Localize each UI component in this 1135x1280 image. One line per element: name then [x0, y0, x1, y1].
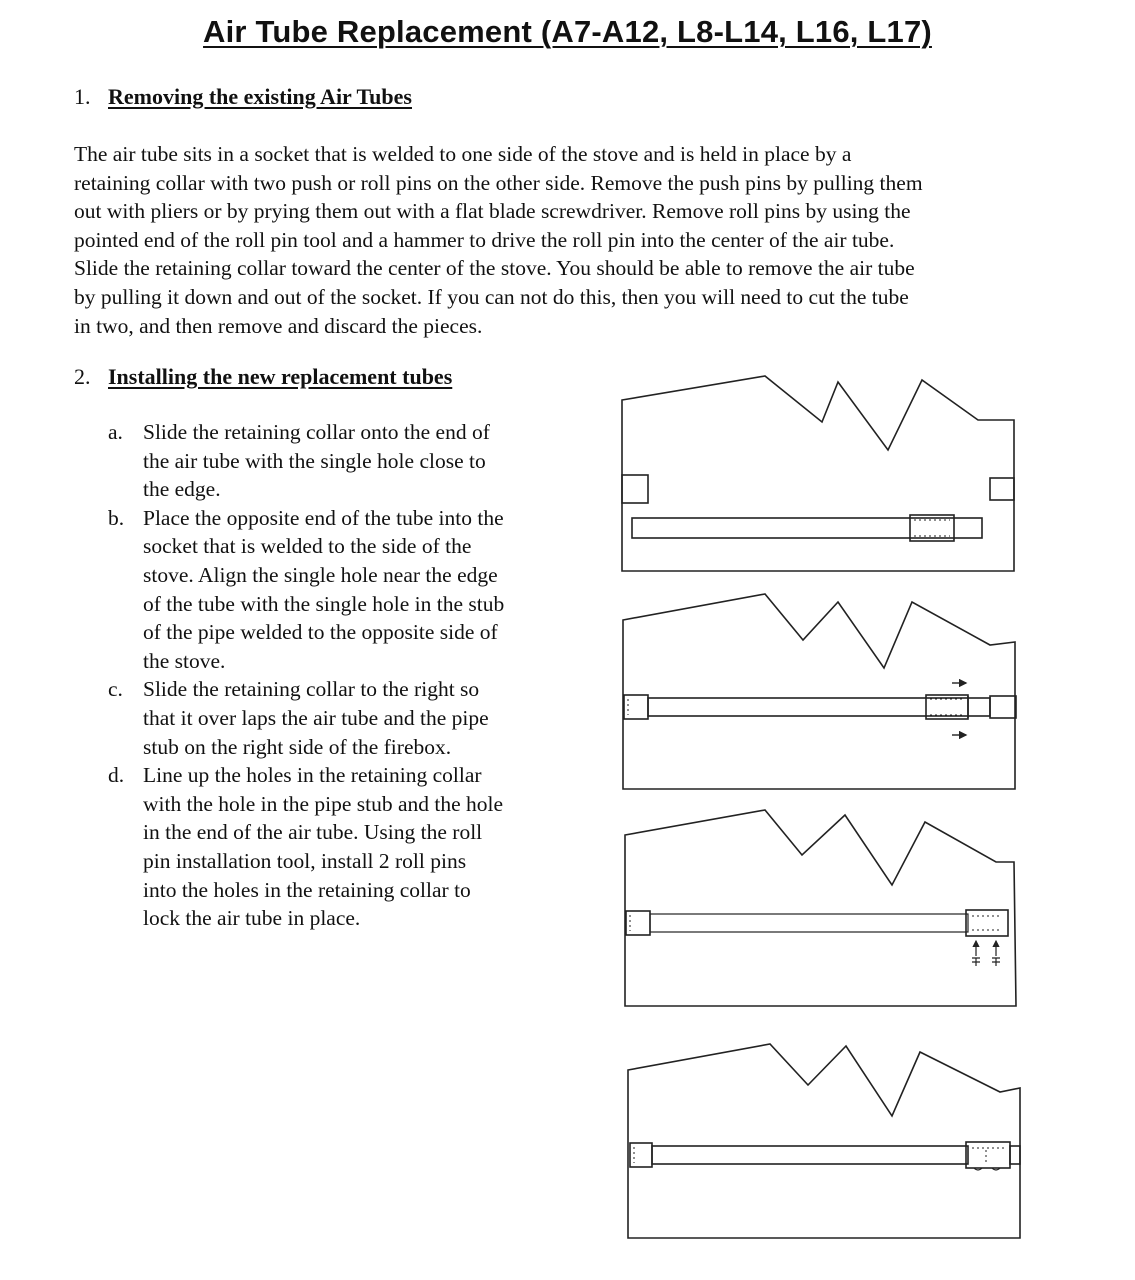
left-socket — [630, 1143, 652, 1167]
diagram-step-c — [625, 810, 1016, 1006]
section-1-number: 1. — [74, 84, 91, 109]
left-socket — [622, 475, 648, 503]
air-tube — [650, 914, 968, 932]
roll-pin-right-icon — [992, 958, 1000, 966]
retaining-collar — [966, 910, 1008, 936]
left-socket — [624, 695, 648, 719]
firebox-outline — [628, 1044, 1020, 1238]
air-tube — [652, 1146, 968, 1164]
diagram-step-a — [622, 376, 1014, 571]
retaining-collar — [966, 1142, 1010, 1168]
right-pipe-stub — [990, 696, 1016, 718]
document-title: Air Tube Replacement (A7-A12, L8-L14, L16, L17) — [203, 14, 932, 49]
section-2-number: 2. — [74, 364, 91, 389]
install-steps-list — [108, 418, 578, 933]
section-2-title: Installing the new replacement tubes — [108, 364, 453, 389]
installation-diagrams — [600, 360, 1030, 1250]
roll-pin-left-icon — [972, 958, 980, 966]
firebox-outline — [623, 594, 1015, 789]
section-2-heading — [74, 364, 452, 390]
step-d: d. Line up the holes in the retaining collar with the hole in the pipe stub and the hole in the end of the air tube. Using the roll pin installation tool, install 2 roll pins into the holes in the retaining collar to lock the air tube in place. — [108, 763, 504, 931]
right-pipe-stub — [1010, 1146, 1020, 1164]
left-socket — [626, 911, 650, 935]
section-1-heading — [74, 84, 412, 110]
firebox-outline — [625, 810, 1016, 1006]
air-tube — [648, 698, 990, 716]
retaining-collar — [910, 515, 954, 541]
section-1-paragraph: The air tube sits in a socket that is welded to one side of the stove and is held in place by a retaining collar with two push or roll pins on the other side. Remove the push pins by pulling them out with pliers or by prying them out with a flat blade screwdriver. Remove roll pins by using the pointed end of the roll pin tool and a hammer to drive the roll pin into the center of the air tube. Slide the retaining collar toward the center of the stove. You should be able to remove the air tube by pulling it down and out of the socket. If you can not do this, then you will need to cut the tube in two, and then remove and discard the pieces. — [74, 142, 923, 338]
step-a: a. Slide the retaining collar onto the end of the air tube with the single hole close to the edge. — [108, 420, 490, 502]
step-b: b. Place the opposite end of the tube into the socket that is welded to the side of the stove. Align the single hole near the edge of the tube with the single hole in the stub of the pipe welded to the opposite side of the stove. — [108, 505, 505, 673]
diagram-step-d — [628, 1044, 1020, 1238]
air-tube — [632, 518, 982, 538]
firebox-outline — [622, 376, 1014, 571]
right-pipe-stub — [990, 478, 1014, 500]
step-c: c. Slide the retaining collar to the right so that it over laps the air tube and the pipe stub on the right side of the firebox. — [108, 677, 489, 759]
diagram-step-b — [623, 594, 1016, 789]
section-1-title: Removing the existing Air Tubes — [108, 84, 412, 109]
